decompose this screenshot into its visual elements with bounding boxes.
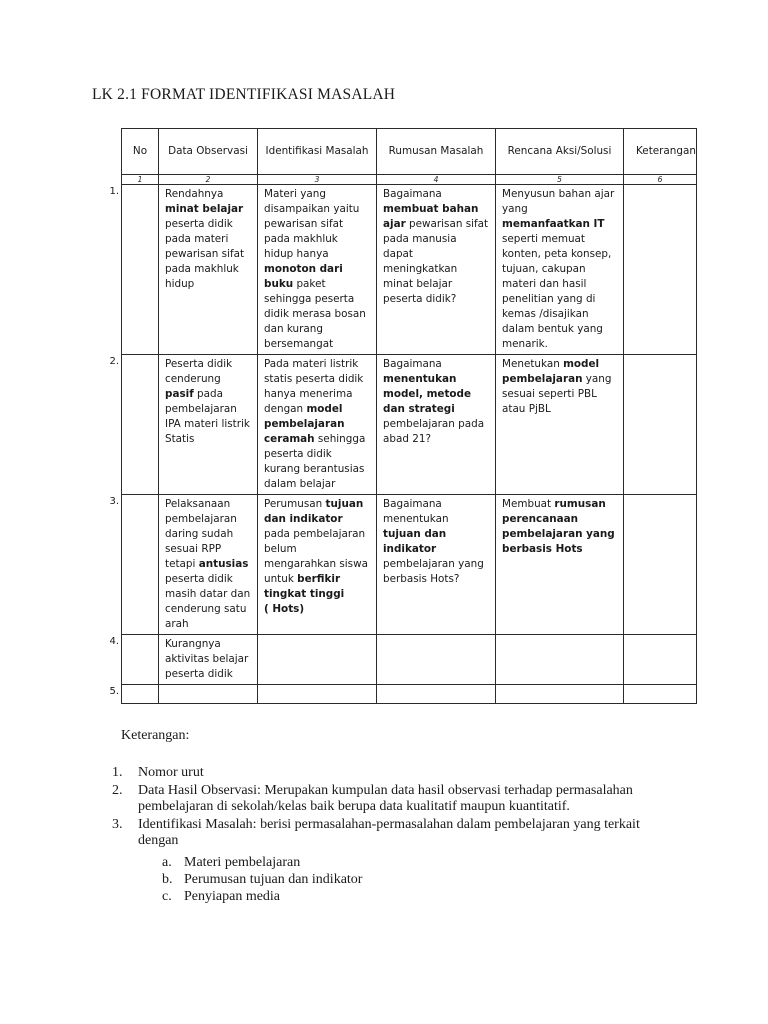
row-number: 1. <box>109 186 119 197</box>
data-observasi-cell: Peserta didik cenderung pasif pada pembelajaran IPA materi listrik Statis <box>159 355 258 495</box>
sub-note-item <box>138 889 672 905</box>
rumusan-masalah-cell <box>377 685 496 704</box>
notes-heading: Keterangan: <box>121 728 190 743</box>
identifikasi-masalah-cell: Materi yang disampaikan yaitu pewarisan sifat pada makhluk hidup hanya monoton dari buku paket sehingga peserta didik merasa bosan dan kurang bersemangat <box>258 185 377 355</box>
sub-note-marker: a. <box>162 855 172 870</box>
data-observasi-cell: Pelaksanaan pembelajaran daring sudah sesuai RPP tetapi antusias peserta didik masih datar dan cenderung satu arah <box>159 495 258 635</box>
row-number: 3. <box>109 496 119 507</box>
header-cell: Data Observasi <box>159 129 258 175</box>
rencana-aksi-cell: Menyusun bahan ajar yang memanfaatkan IT seperti memuat konten, peta konsep, tujuan, cakupan materi dan hasil penelitian yang di kemas /disajikan dalam bentuk yang menarik. <box>496 185 624 355</box>
sub-note-text: Perumusan tujuan dan indikator <box>184 872 363 887</box>
no-cell <box>122 185 159 355</box>
keterangan-cell <box>624 355 697 495</box>
note-text: Nomor urut <box>138 765 204 780</box>
sub-note-text: Materi pembelajaran <box>184 855 301 870</box>
note-item <box>112 783 672 815</box>
row-number: 5. <box>109 686 119 697</box>
table-row <box>122 355 697 495</box>
notes-list <box>112 765 672 907</box>
no-cell <box>122 355 159 495</box>
header-cell: No <box>122 129 159 175</box>
data-observasi-cell <box>159 685 258 704</box>
table-row <box>122 685 697 704</box>
row-number: 4. <box>109 636 119 647</box>
header-cell: Identifikasi Masalah <box>258 129 377 175</box>
data-observasi-cell: Rendahnya minat belajar peserta didik pada materi pewarisan sifat pada makhluk hidup <box>159 185 258 355</box>
sub-notes-list <box>138 855 672 905</box>
rumusan-masalah-cell: Bagaimana menentukan model, metode dan strategi pembelajaran pada abad 21? <box>377 355 496 495</box>
note-text: Data Hasil Observasi: Merupakan kumpulan data hasil observasi terhadap permasalahan pembelajaran di sekolah/kelas baik berupa data kualitatif maupun kuantitatif. <box>138 783 633 814</box>
no-cell <box>122 495 159 635</box>
sub-note-text: Penyiapan media <box>184 889 281 904</box>
rumusan-masalah-cell <box>377 635 496 685</box>
note-marker: 3. <box>112 817 123 832</box>
note-marker: 1. <box>112 765 123 780</box>
keterangan-cell <box>624 685 697 704</box>
rencana-aksi-cell: Menetukan model pembelajaran yang sesuai seperti PBL atau PjBL <box>496 355 624 495</box>
keterangan-cell <box>624 495 697 635</box>
table-row <box>122 635 697 685</box>
sub-note-marker: c. <box>162 889 172 904</box>
header-row <box>122 129 697 175</box>
note-item <box>112 817 672 905</box>
column-number: 1 <box>122 175 159 185</box>
column-number: 5 <box>496 175 624 185</box>
header-cell: Keterangan <box>624 129 697 175</box>
row-number: 2. <box>109 356 119 367</box>
rencana-aksi-cell <box>496 635 624 685</box>
identifikasi-masalah-cell: Perumusan tujuan dan indikator pada pembelajaran belum mengarahkan siswa untuk berfikir tingkat tinggi ( Hots) <box>258 495 377 635</box>
table-row <box>122 185 697 355</box>
table-row <box>122 495 697 635</box>
no-cell <box>122 635 159 685</box>
no-cell <box>122 685 159 704</box>
identifikasi-masalah-cell <box>258 685 377 704</box>
column-number: 2 <box>159 175 258 185</box>
column-number: 3 <box>258 175 377 185</box>
keterangan-cell <box>624 185 697 355</box>
keterangan-cell <box>624 635 697 685</box>
sub-note-marker: b. <box>162 872 173 887</box>
rumusan-masalah-cell: Bagaimana membuat bahan ajar pewarisan sifat pada manusia dapat meningkatkan minat belajar peserta didik? <box>377 185 496 355</box>
note-marker: 2. <box>112 783 123 798</box>
rencana-aksi-cell: Membuat rumusan perencanaan pembelajaran yang berbasis Hots <box>496 495 624 635</box>
rencana-aksi-cell <box>496 685 624 704</box>
rumusan-masalah-cell: Bagaimana menentukan tujuan dan indikator pembelajaran yang berbasis Hots? <box>377 495 496 635</box>
header-cell: Rencana Aksi/Solusi <box>496 129 624 175</box>
identifikasi-masalah-cell: Pada materi listrik statis peserta didik hanya menerima dengan model pembelajaran ceramah sehingga peserta didik kurang berantusias dalam belajar <box>258 355 377 495</box>
column-number: 6 <box>624 175 697 185</box>
header-cell: Rumusan Masalah <box>377 129 496 175</box>
column-number: 4 <box>377 175 496 185</box>
problem-identification-table <box>121 128 697 704</box>
column-number-row <box>122 175 697 185</box>
sub-note-item <box>138 855 672 871</box>
data-observasi-cell: Kurangnya aktivitas belajar peserta didik <box>159 635 258 685</box>
identifikasi-masalah-cell <box>258 635 377 685</box>
note-item <box>112 765 672 781</box>
sub-note-item <box>138 872 672 888</box>
page-title: LK 2.1 FORMAT IDENTIFIKASI MASALAH <box>92 86 396 103</box>
note-text: Identifikasi Masalah: berisi permasalahan-permasalahan dalam pembelajaran yang terkait dengan <box>138 817 640 848</box>
